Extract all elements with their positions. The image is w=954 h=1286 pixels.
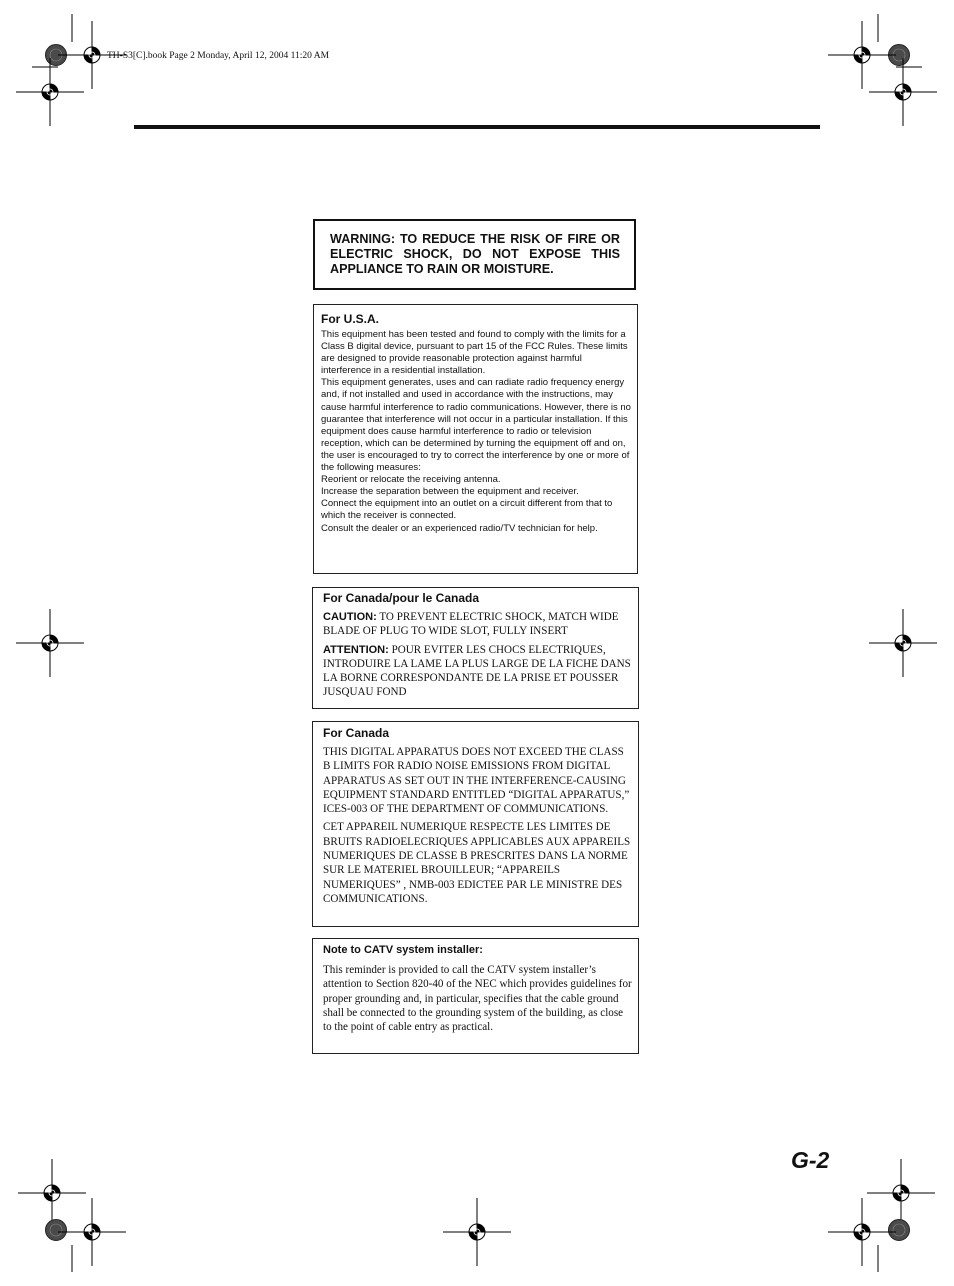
attention-text: POUR EVITER LES CHOCS ELECTRIQUES, INTRODUIRE LA LAME LA PLUS LARGE DE LA FICHE DANS LA BORNE CORRESPONDANTE DE LA PRISE ET POUSSER JUSQUAU FOND xyxy=(323,643,631,699)
warning-text: WARNING: TO REDUCE THE RISK OF FIRE OR ELECTRIC SHOCK, DO NOT EXPOSE THIS APPLIANCE TO RAIN OR MOISTURE. xyxy=(330,232,620,276)
usa-paragraph: Increase the separation between the equipment and receiver. xyxy=(321,486,579,498)
registration-mark-bottom-right xyxy=(828,1159,935,1272)
usa-paragraph: This equipment has been tested and found to comply with the limits for a Class B digital device, pursuant to part 15 of the FCC Rules. These limits are designed to provide reasonable protection against harmful interference in a residential installation. xyxy=(321,329,628,377)
usa-paragraph: Reorient or relocate the receiving antenna. xyxy=(321,474,501,486)
canada-plug-title: For Canada/pour le Canada xyxy=(323,591,480,605)
canada-digital-french: CET APPAREIL NUMERIQUE RESPECTE LES LIMITES DE BRUITS RADIOELECRIQUES APPLICABLES AUX APPAREILS NUMERIQUES DE CLASSE B PRESCRITES DANS LA NORME SUR LE MATERIEL BROUILLEUR; “APPAREILS NUMERIQUES” , NMB-003 EDICTEE PAR LE MINISTRE DES COMMUNICATIONS. xyxy=(323,821,631,905)
usa-title: For U.S.A. xyxy=(321,312,380,326)
registration-mark-middle-left xyxy=(16,609,84,677)
page-number: G-2 xyxy=(791,1147,830,1173)
usa-paragraph: This equipment generates, uses and can radiate radio frequency energy and, if not installed and used in accordance with the instructions, may cause harmful interference to radio communications. However, there is no guarantee that interference will not occur in a particular installation. If this equipment does cause harmful interference to radio or television reception, which can be determined by turning the equipment off and on, the user is encouraged to try to correct the interference by one or more of the following measures: xyxy=(321,377,631,474)
file-info-header: TH-S3[C].book Page 2 Monday, April 12, 2004 11:20 AM xyxy=(107,51,330,61)
catv-title: Note to CATV system installer: xyxy=(323,944,483,956)
caution-text: TO PREVENT ELECTRIC SHOCK, MATCH WIDE BLADE OF PLUG TO WIDE SLOT, FULLY INSERT xyxy=(323,611,619,638)
registration-mark-middle-right xyxy=(869,609,937,677)
registration-mark-top-right xyxy=(828,14,937,126)
caution-label: CAUTION: xyxy=(323,611,377,623)
canada-digital-english: THIS DIGITAL APPARATUS DOES NOT EXCEED THE CLASS B LIMITS FOR RADIO NOISE EMISSIONS FROM DIGITAL APPARATUS AS SET OUT IN THE INTERFERENCE-CAUSING EQUIPMENT STANDARD ENTITLED “DIGITAL APPARATUS,” ICES-003 OF THE DEPARTMENT OF COMMUNICATIONS. xyxy=(323,746,630,816)
usa-paragraph: Consult the dealer or an experienced radio/TV technician for help. xyxy=(321,522,598,534)
usa-paragraph: Connect the equipment into an outlet on a circuit different from that to which the receiver is connected. xyxy=(321,498,613,522)
registration-mark-bottom-left xyxy=(18,1159,126,1272)
registration-mark-top-left xyxy=(16,14,126,126)
registration-mark-bottom-center xyxy=(443,1198,511,1266)
attention-label: ATTENTION: xyxy=(323,643,389,656)
canada-digital-title: For Canada xyxy=(323,726,390,740)
catv-text: This reminder is provided to call the CATV system installer’s attention to Section 820-40 of the NEC which provides guidelines for proper grounding and, in particular, specifies that the cable ground shall be connected to the grounding system of the building, as close to the point of cable entry as practical. xyxy=(323,964,632,1034)
